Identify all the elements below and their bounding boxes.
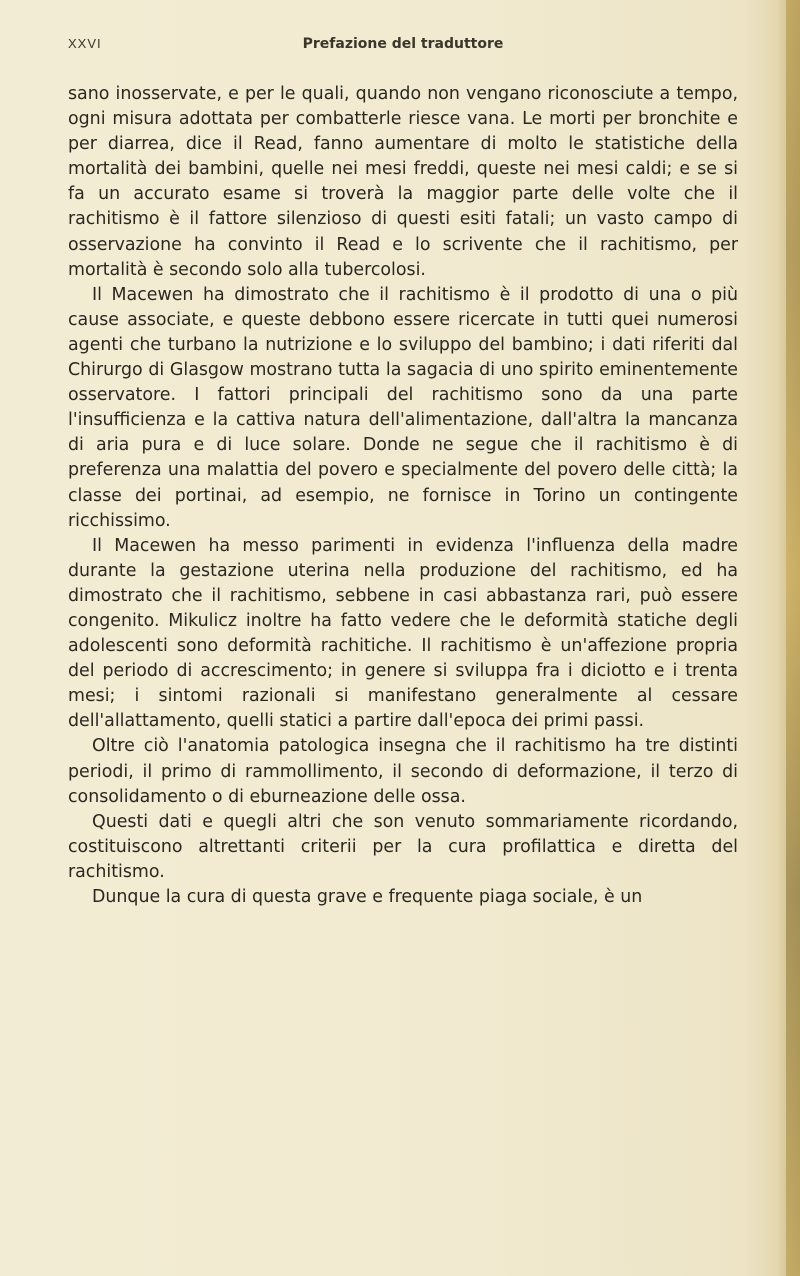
paragraph-4: Oltre ciò l'anatomia patologica insegna che il rachitismo ha tre distinti periodi, il primo di rammollimento, il secondo di deformazione, il terzo di consolidamento o di eburneazione delle ossa.: [68, 736, 738, 807]
paragraph-2: Il Macewen ha dimostrato che il rachitismo è il prodotto di una o più cause associate, e queste debbono essere ricercate in tutti quei numerosi agenti che turbano la nutrizione e lo sviluppo del bambino; i dati riferiti dal Chirurgo di Glasgow mostrano tutta la sagacia di uno spirito eminentemente osservatore. I fattori principali del rachitismo sono da una parte l'insufficienza e la cattiva natura dell'alimentazione, dall'altra la mancanza di aria pura e di luce solare. Donde ne segue che il rachitismo è di preferenza una malattia del povero e specialmente del povero delle città; la classe dei portinai, ad esempio, ne fornisce in Torino un contingente ricchissimo.: [68, 284, 738, 531]
paragraph-3: Il Macewen ha messo parimenti in evidenza l'influenza della madre durante la gestazione uterina nella produzione del rachitismo, ed ha dimostrato che il rachitismo, sebbene in casi abbastanza rari, può essere congenito. Mikulicz inoltre ha fatto vedere che le deformità statiche degli adolescenti sono deformità rachitiche. Il rachitismo è un'affezione propria del periodo di accrescimento; in genere si sviluppa fra i diciotto e i trenta mesi; i sintomi razionali si manifestano generalmente al cessare dell'allattamento, quelli statici a partire dall'epoca dei primi passi.: [68, 535, 738, 732]
paragraph-5: Questi dati e quegli altri che son venuto sommariamente ricordando, costituiscono altrettanti criterii per la cura profilattica e diretta del rachitismo.: [68, 811, 738, 882]
running-title: Prefazione del traduttore: [302, 36, 504, 52]
paragraph-6: Dunque la cura di questa grave e frequente piaga sociale, è un: [92, 887, 643, 907]
paragraph-1: sano inosservate, e per le quali, quando non vengano riconosciute a tempo, ogni misura adottata per combatterle riesce vana. Le morti per bronchite e per diarrea, dice il Read, fanno aumentare di molto le statistiche della mortalità dei bambini, quelle nei mesi freddi, queste nei mesi caldi; e se si fa un accurato esame si troverà la maggior parte delle volte che il rachitismo è il fattore silenzioso di questi esiti fatali; un vasto campo di osservazione ha convinto il Read e lo scrivente che il rachitismo, per mortalità è secondo solo alla tubercolosi.: [68, 84, 738, 280]
page-number: XXVI: [68, 36, 102, 51]
body-text: [68, 82, 738, 910]
page-edge: [786, 0, 800, 1276]
page-header: [68, 36, 738, 58]
